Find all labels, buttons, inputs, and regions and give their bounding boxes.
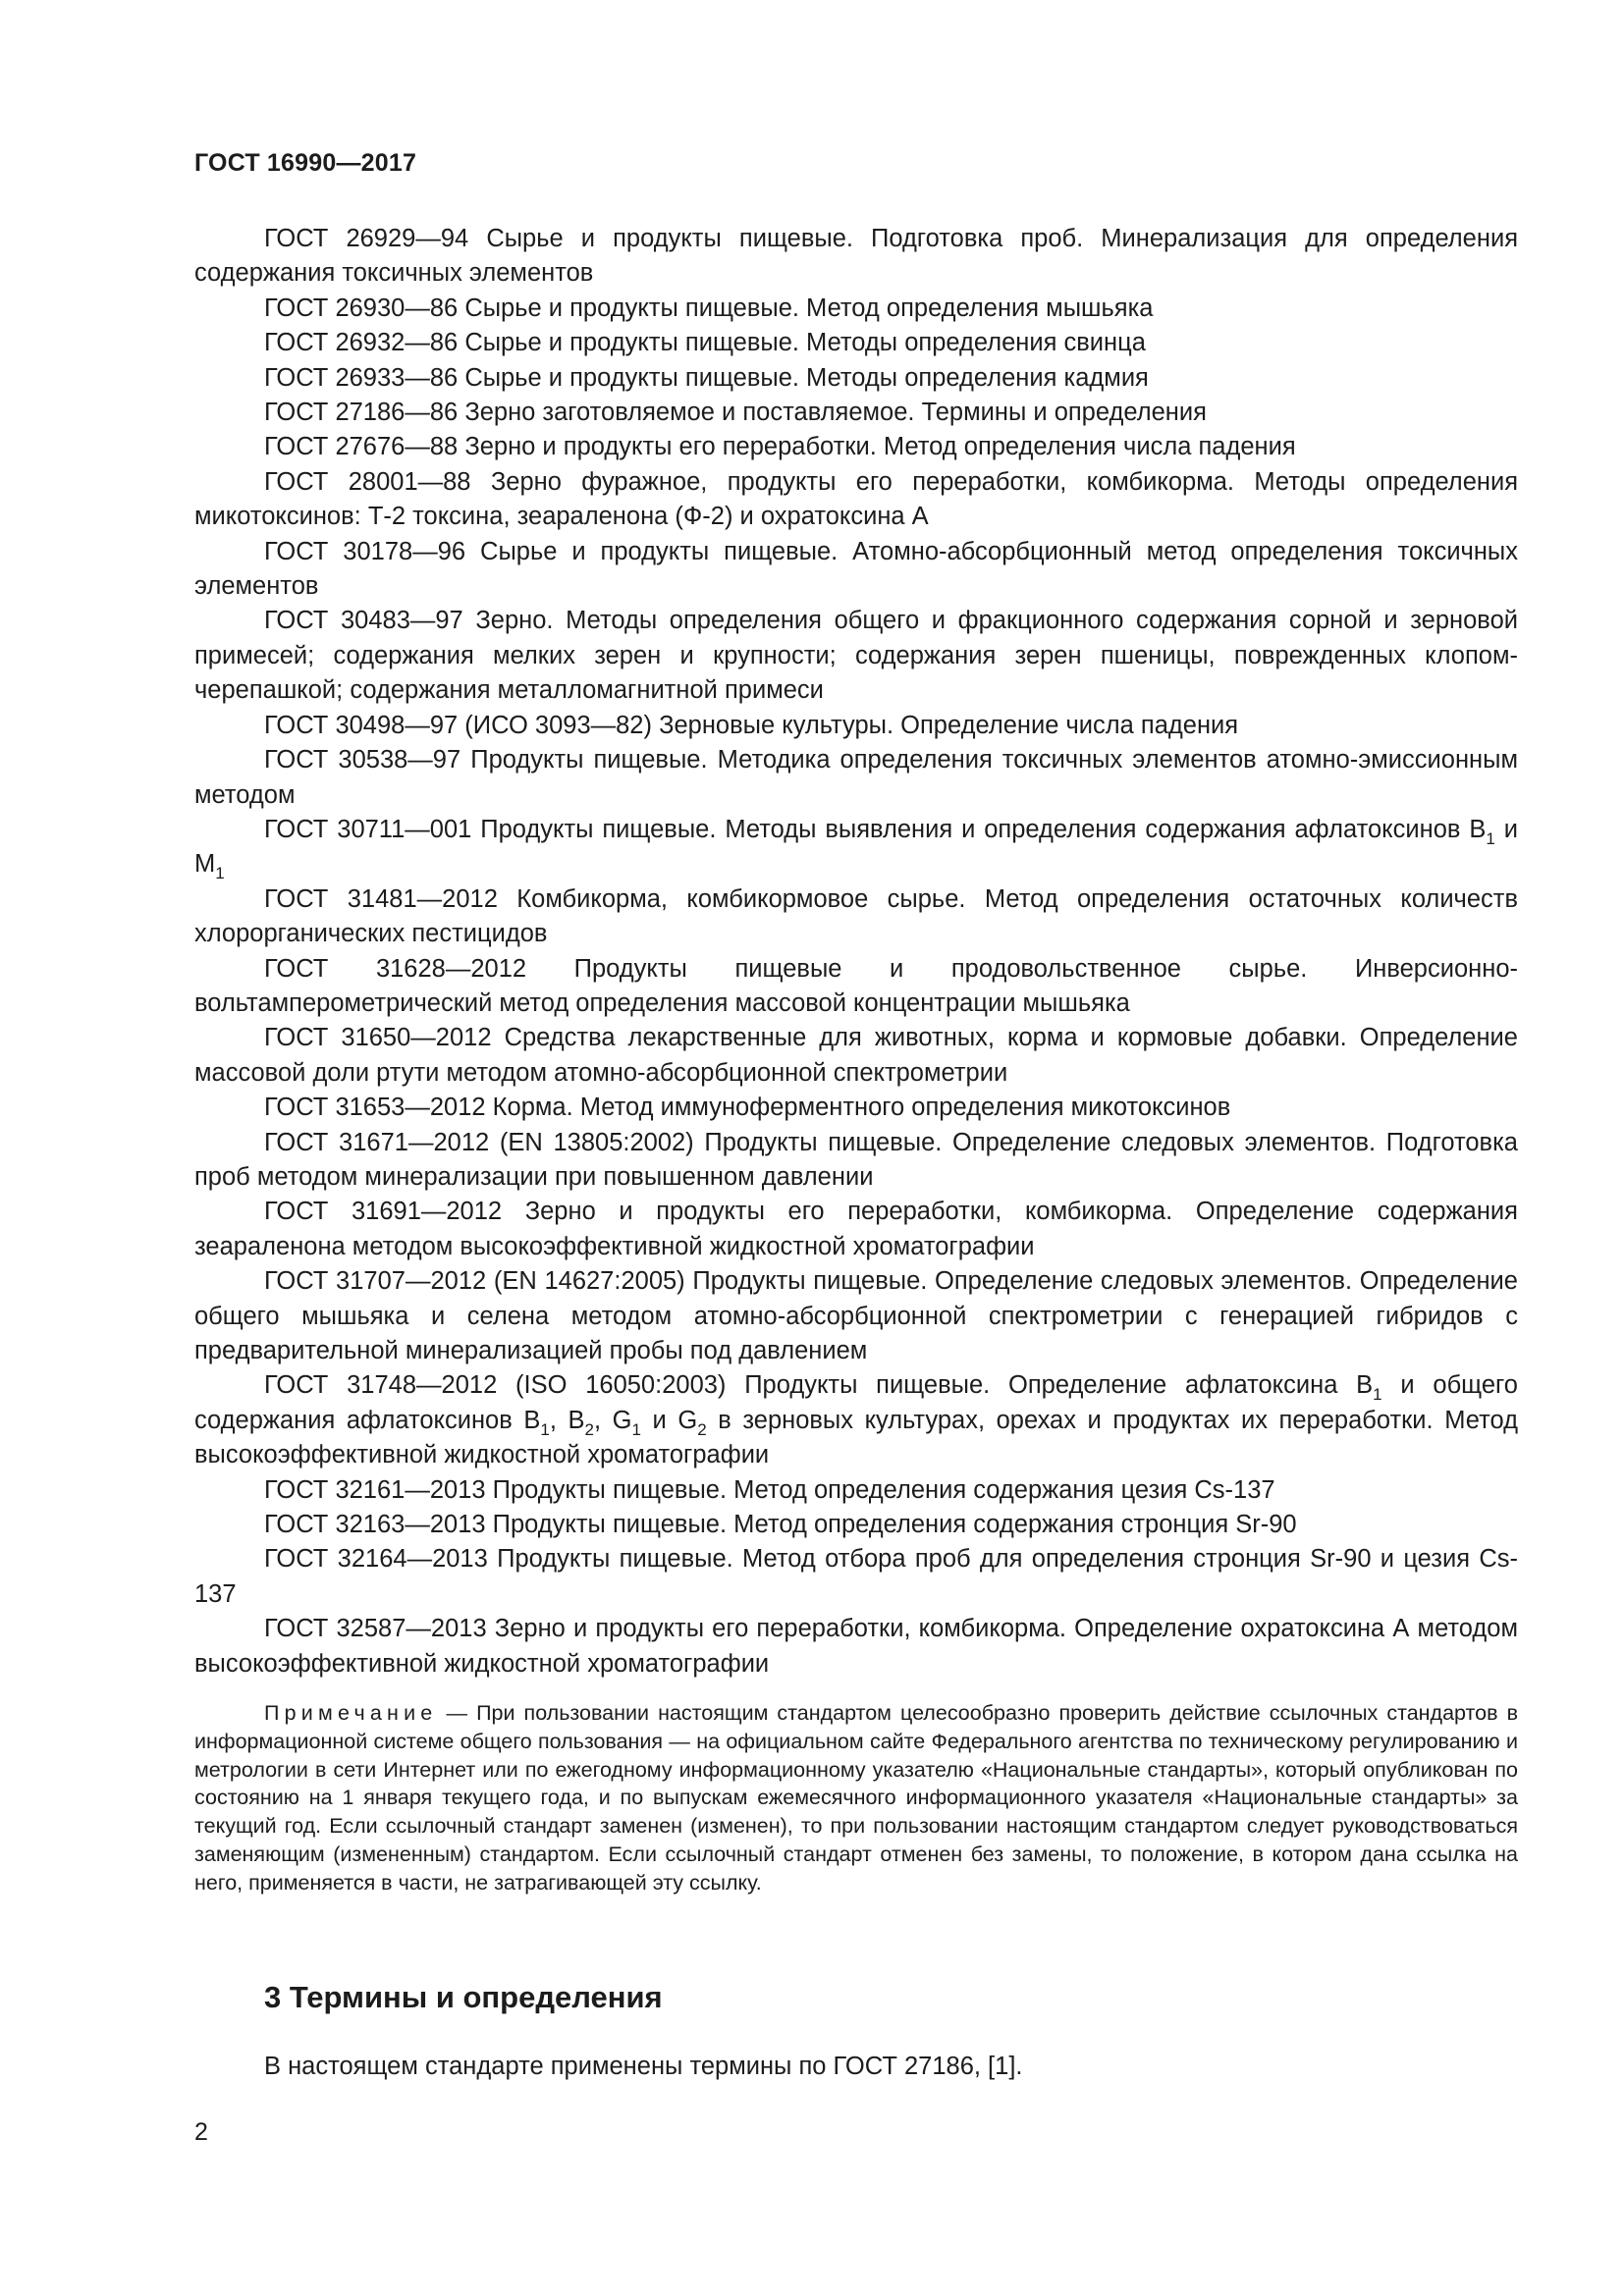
reference-title: Сырье и продукты пищевые. Подготовка проб. Минерализация для определения содержания токсичных элементов [194, 225, 1518, 288]
subscript: 1 [540, 1419, 550, 1439]
reference-title: Зерно и продукты его переработки, комбикорма. Определение содержания зеараленона методом высокоэффективной жидкостной хроматографии [194, 1198, 1518, 1260]
reference-title: Продукты пищевые. Метод определения содержания стронция Sr-90 [492, 1511, 1297, 1539]
reference-note [194, 1699, 1518, 1897]
reference-title: Средства лекарственные для животных, корма и кормовые добавки. Определение массовой доли ртути методом атомно-абсорбционной спектрометрии [194, 1024, 1518, 1087]
reference-code: ГОСТ 32161—2013 [264, 1475, 486, 1504]
reference-title: Продукты пищевые и продовольственное сырье. Инверсионно-вольтамперометрический метод определения массовой концентрации мышьяка [194, 954, 1519, 1017]
reference-code: ГОСТ 32164—2013 [264, 1545, 488, 1574]
reference-title: Зерно и продукты его переработки, комбикорма. Определение охратоксина А методом высокоэффективной жидкостной хроматографии [194, 1615, 1519, 1678]
document-header: ГОСТ 16990—2017 [194, 149, 417, 177]
reference-title-part: , B [549, 1406, 585, 1434]
subscript: 1 [215, 864, 225, 883]
subscript: 1 [1373, 1385, 1382, 1405]
reference-code: ГОСТ 31748—2012 (ISO 16050:2003) [264, 1371, 727, 1400]
reference-title: Продукты пищевые. Методика определения токсичных элементов атомно-эмиссионным методом [194, 746, 1518, 809]
reference-code: ГОСТ 26933—86 [264, 363, 459, 392]
reference-item [194, 882, 1518, 952]
reference-code: ГОСТ 31653—2012 [264, 1094, 486, 1122]
reference-item [194, 396, 1518, 430]
reference-item [194, 292, 1518, 326]
reference-title-part: Продукты пищевые. Определение афлатоксина B [744, 1371, 1374, 1400]
reference-item [194, 222, 1518, 292]
reference-title: Зерно фуражное, продукты его переработки, комбикорма. Методы определения микотоксинов: Т-2 токсина, зеараленона (Ф-2) и охратоксина А [194, 467, 1519, 531]
reference-code: ГОСТ 30178—96 [264, 537, 466, 565]
reference-item [194, 1612, 1518, 1682]
reference-title-part: и M [194, 815, 1518, 879]
note-text: — При пользовании настоящим стандартом целесообразно проверить действие ссылочных стандартов в информационной системе общего пользования — на официальном сайте Федерального агентства по техническому регулированию и метрологии в сети Интернет или по ежегодному информационному указателю «Национальные стандарты», который опубликован по состоянию на 1 января текущего года, и по выпускам ежемесячного информационного указателя «Национальные стандарты» за текущий год. Если ссылочный стандарт заменен (изменен), то при пользовании настоящим стандартом следует руководствоваться заменяющим (измененным) стандартом. Если ссылочный стандарт отменен без замены, то положение, в котором дана ссылка на него, применяется в части, не затрагивающей эту ссылку. [194, 1701, 1518, 1895]
reference-code: ГОСТ 26930—86 [264, 294, 459, 322]
note-label: Примечание [264, 1701, 438, 1725]
reference-item [194, 1368, 1518, 1472]
reference-item [194, 952, 1518, 1022]
reference-item [194, 1473, 1518, 1508]
reference-code: ГОСТ 32163—2013 [264, 1511, 486, 1539]
reference-title: Продукты пищевые. Метод отбора проб для определения стронция Sr-90 и цезия Cs-137 [194, 1545, 1519, 1608]
subscript: 1 [631, 1419, 641, 1439]
reference-title: Сырье и продукты пищевые. Методы определения свинца [464, 329, 1146, 357]
reference-code: ГОСТ 31671—2012 (EN 13805:2002) [264, 1128, 694, 1156]
reference-title: Корма. Метод иммуноферментного определения микотоксинов [492, 1094, 1231, 1122]
normative-references-list [194, 222, 1518, 1682]
reference-code: ГОСТ 26929—94 [264, 225, 469, 252]
reference-item [194, 1508, 1518, 1542]
reference-code: ГОСТ 27676—88 [264, 433, 459, 461]
reference-code: ГОСТ 32587—2013 [264, 1615, 487, 1643]
reference-item [194, 709, 1518, 743]
reference-code: ГОСТ 30711—001 [264, 815, 472, 843]
reference-item [194, 604, 1518, 708]
reference-item [194, 813, 1518, 882]
reference-code: ГОСТ 28001—88 [264, 467, 471, 496]
reference-code: ГОСТ 31650—2012 [264, 1024, 492, 1052]
reference-code: ГОСТ 31628—2012 [264, 954, 527, 983]
reference-title-part: и G [640, 1406, 698, 1434]
reference-item [194, 1542, 1518, 1612]
reference-title: Продукты пищевые. Методы выявления и определения содержания афлатоксинов B [480, 815, 1487, 843]
reference-title: Комбикорма, комбикормовое сырье. Метод определения остаточных количеств хлорорганических пестицидов [194, 884, 1519, 948]
section-paragraph: В настоящем стандарте применены термины по ГОСТ 27186, [1]. [264, 2053, 1023, 2080]
reference-item [194, 326, 1518, 360]
reference-title-part: и общего содержания афлатоксинов B [194, 1371, 1518, 1434]
subscript: 1 [1486, 828, 1495, 848]
reference-title: Продукты пищевые. Метод определения содержания цезия Cs-137 [492, 1475, 1275, 1504]
reference-title: Продукты пищевые. Определение следовых элементов. Определение общего мышьяка и селена методом атомно-абсорбционной спектрометрии с генерацией гибридов с предварительной минерализацией пробы под давлением [194, 1267, 1518, 1364]
reference-title: Зерно. Методы определения общего и фракционного содержания сорной и зерновой примесей; содержания мелких зерен и крупности; содержания зерен пшеницы, поврежденных клопом-черепашкой; содержания металломагнитной примеси [194, 607, 1518, 705]
reference-item [194, 535, 1518, 605]
reference-item [194, 1126, 1518, 1196]
reference-title-part: в зерновых культурах, орехах и продуктах их переработки. Метод высокоэффективной жидкостной хроматографии [194, 1406, 1518, 1469]
reference-title-part: , G [593, 1406, 632, 1434]
reference-title: Зерно заготовляемое и поставляемое. Термины и определения [464, 399, 1207, 427]
reference-title: Зерновые культуры. Определение числа падения [659, 711, 1239, 739]
reference-item [194, 361, 1518, 396]
reference-code: ГОСТ 30498—97 (ИСО 3093—82) [264, 711, 652, 739]
section-heading: 3 Термины и определения [264, 1980, 663, 2014]
reference-title: Сырье и продукты пищевые. Методы определения кадмия [464, 363, 1149, 392]
reference-code: ГОСТ 27186—86 [264, 399, 459, 427]
reference-item [194, 430, 1518, 464]
reference-item [194, 1195, 1518, 1264]
reference-item [194, 743, 1518, 813]
reference-code: ГОСТ 31691—2012 [264, 1198, 503, 1226]
reference-item [194, 1091, 1518, 1125]
reference-item [194, 465, 1518, 535]
subscript: 2 [697, 1419, 707, 1439]
reference-code: ГОСТ 31707—2012 (EN 14627:2005) [264, 1267, 685, 1296]
reference-title: Зерно и продукты его переработки. Метод определения числа падения [464, 433, 1296, 461]
reference-item [194, 1264, 1518, 1368]
reference-code: ГОСТ 30483—97 [264, 607, 463, 635]
reference-code: ГОСТ 30538—97 [264, 746, 461, 774]
reference-code: ГОСТ 26932—86 [264, 329, 459, 357]
reference-title: Сырье и продукты пищевые. Атомно-абсорбционный метод определения токсичных элементов [194, 537, 1519, 601]
reference-title: Продукты пищевые. Определение следовых элементов. Подготовка проб методом минерализации при повышенном давлении [194, 1128, 1518, 1191]
subscript: 2 [584, 1419, 594, 1439]
reference-item [194, 1021, 1518, 1091]
reference-code: ГОСТ 31481—2012 [264, 884, 498, 913]
page-number: 2 [194, 2118, 208, 2146]
reference-title: Сырье и продукты пищевые. Метод определения мышьяка [464, 294, 1154, 322]
